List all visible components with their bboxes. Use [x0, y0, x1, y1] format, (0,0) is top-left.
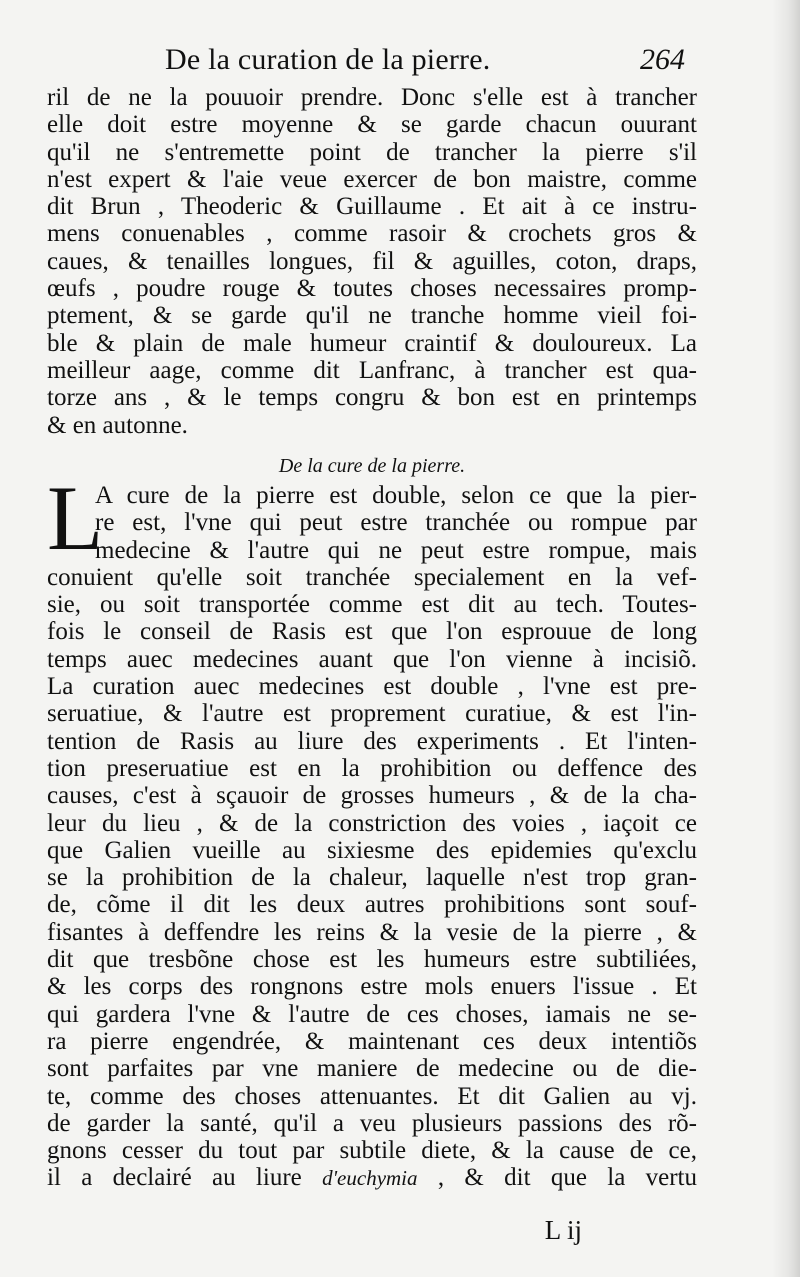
- text-line: fois le conseil de Rasis est que l'on esprouue de long: [47, 618, 697, 646]
- text-line: meilleur aage, comme dit Lanfranc, à trancher est qua-: [47, 356, 697, 384]
- text-line: de garder la santé, qu'il a veu plusieurs passions des rõ-: [47, 1109, 697, 1137]
- text-line: re est, l'vne qui peut estre tranchée ou rompue par: [95, 509, 697, 537]
- text-line: fisantes à deffendre les reins & la vesie de la pierre , &: [47, 918, 697, 946]
- text-line: ra pierre engendrée, & maintenant ces deux intentiõs: [47, 1027, 697, 1055]
- text-line: tention de Rasis au liure des experiments . Et l'inten-: [47, 727, 697, 755]
- text-line: caues, & tenailles longues, fil & aguilles, coton, draps,: [47, 247, 697, 275]
- text-line: œufs , poudre rouge & toutes choses necessaires promp-: [47, 275, 697, 303]
- section-heading: De la cure de la pierre.: [278, 455, 466, 477]
- paragraph-2: [47, 482, 697, 1192]
- text-line: te, comme des choses attenuantes. Et dit Galien au vj.: [47, 1082, 697, 1110]
- text-line: qui gardera l'vne & l'autre de ces choses, iamais ne se-: [47, 1000, 697, 1028]
- paragraph-1: [47, 84, 697, 439]
- text-segment: , & dit que la vertu: [437, 1164, 697, 1192]
- text-line: ril de ne la pouuoir prendre. Donc s'elle est à trancher: [47, 84, 697, 111]
- text-line: sie, ou soit transportée comme est dit au tech. Toutes-: [47, 591, 697, 619]
- page-edge-shadow: [772, 0, 800, 1277]
- signature-mark: L ij: [544, 1215, 582, 1245]
- text-line: ptement, & se garde qu'il ne tranche homme vieil foi-: [47, 302, 697, 330]
- text-line: torze ans , & le temps congru & bon est en printemps: [47, 384, 697, 412]
- page-number: 264: [640, 43, 685, 76]
- text-line: dit Brun , Theoderic & Guillaume . Et ait à ce instru-: [47, 193, 697, 221]
- text-line-with-italic: [47, 1164, 697, 1191]
- text-line: dit que tresbõne chose est les humeurs estre subtiliées,: [47, 946, 697, 974]
- text-line: elle doit estre moyenne & se garde chacun ouurant: [47, 111, 697, 139]
- text-line: gnons cesser du tout par subtile diete, & la cause de ce,: [47, 1137, 697, 1165]
- running-head: [47, 40, 697, 80]
- text-line: se la prohibition de la chaleur, laquelle n'est trop gran-: [47, 864, 697, 892]
- text-line: leur du lieu , & de la constriction des voies , iaçoit ce: [47, 809, 697, 837]
- text-line: & les corps des rongnons estre mols enuers l'issue . Et: [47, 973, 697, 1001]
- text-line: medecine & l'autre qui ne peut estre rompue, mais: [95, 536, 697, 564]
- text-line: causes, c'est à sçauoir de grosses humeurs , & de la cha-: [47, 782, 697, 810]
- text-line: conuient qu'elle soit tranchée specialement en la vef-: [47, 563, 697, 591]
- text-line: tion preseruatiue est en la prohibition ou deffence des: [47, 754, 697, 782]
- text-line: qu'il ne s'entremette point de trancher la pierre s'il: [47, 138, 697, 166]
- text-line: que Galien vueille au sixiesme des epidemies qu'exclu: [47, 836, 697, 864]
- text-line: seruatiue, & l'autre est proprement curatiue, & est l'in-: [47, 700, 697, 728]
- text-line: mens conuenables , comme rasoir & crochets gros &: [47, 220, 697, 248]
- text-line: & en autonne.: [47, 411, 188, 439]
- drop-cap: L: [47, 467, 104, 569]
- text-line: n'est expert & l'aie veue exercer de bon maistre, comme: [47, 165, 697, 193]
- text-line: A cure de la pierre est double, selon ce que la pier-: [95, 482, 697, 509]
- italic-book-title: d'euchymia: [322, 1166, 418, 1191]
- text-line: sont parfaites par vne maniere de medecine ou de die-: [47, 1055, 697, 1083]
- text-line: ble & plain de male humeur craintif & douloureux. La: [47, 329, 697, 357]
- text-line: temps auec medecines auant que l'on vienne à incisiõ.: [47, 645, 697, 673]
- text-line: de, cõme il dit les deux autres prohibitions sont souf-: [47, 891, 697, 919]
- text-line: La curation auec medecines est double , l'vne est pre-: [47, 673, 697, 701]
- running-title: De la curation de la pierre.: [165, 43, 491, 76]
- text-segment: il a declairé au liure: [47, 1164, 302, 1192]
